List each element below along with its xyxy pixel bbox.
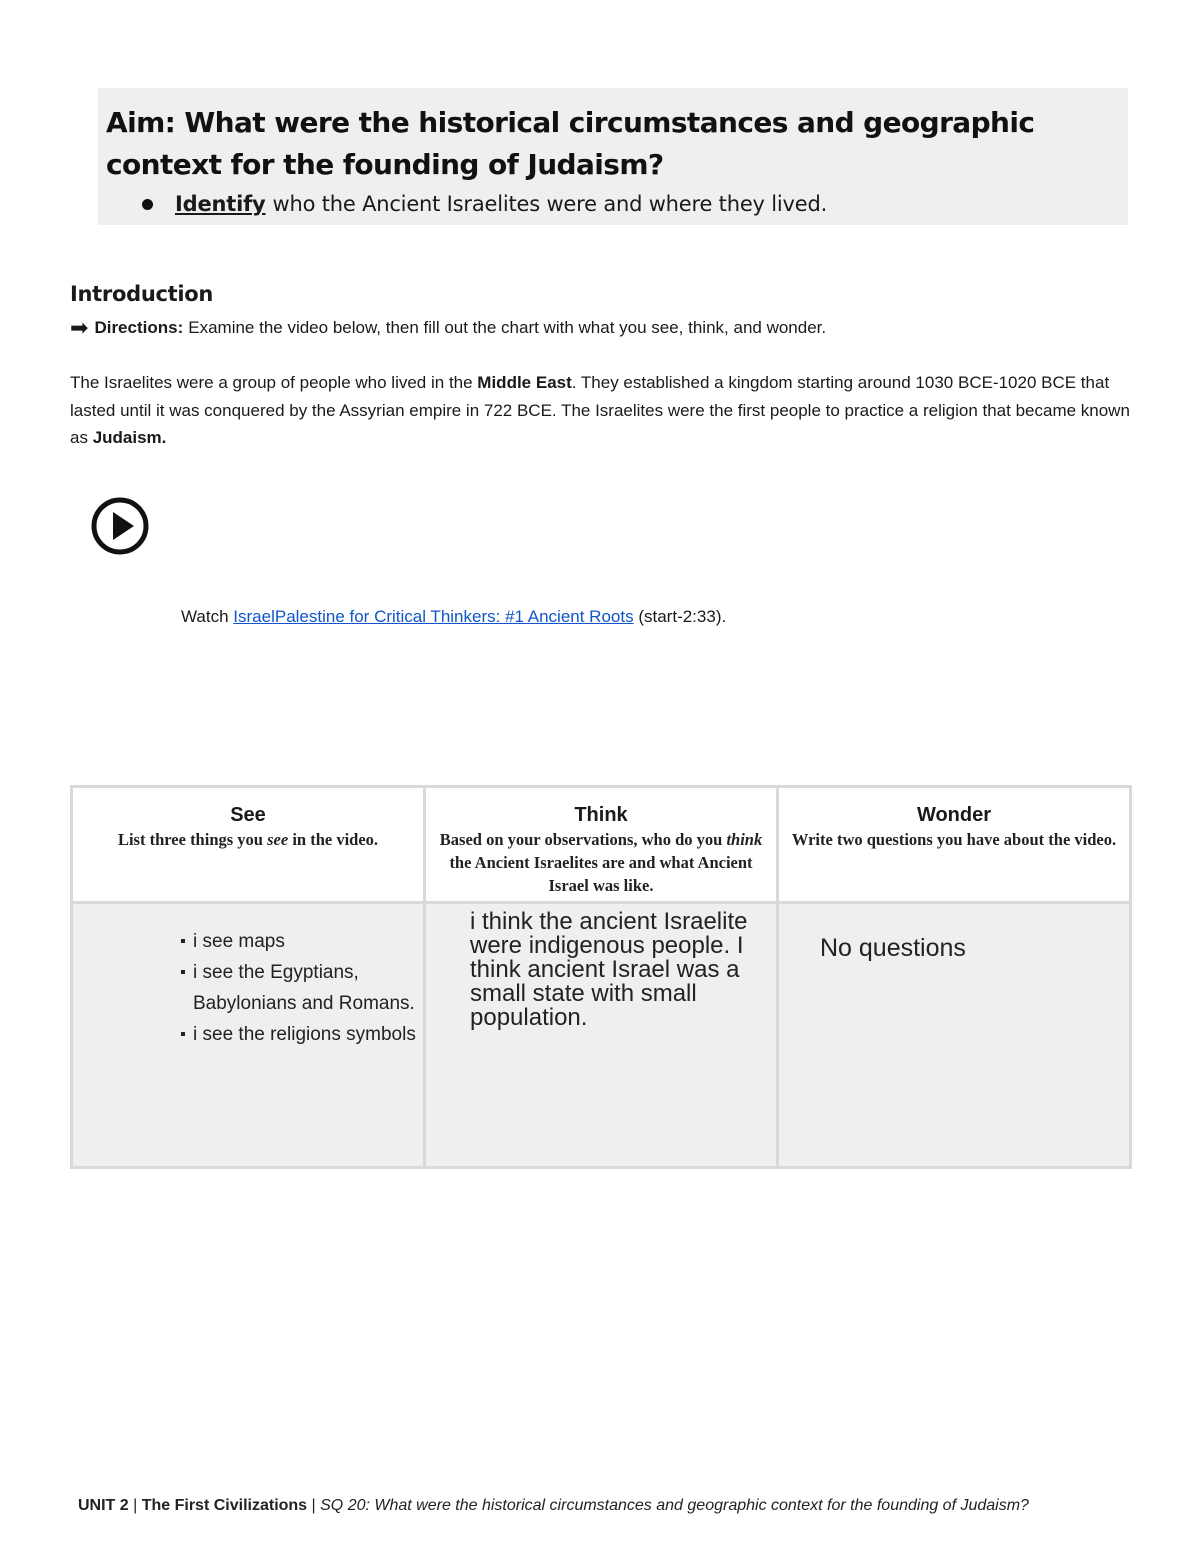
video-link[interactable]: IsraelPalestine for Critical Thinkers: #1 Ancient Roots <box>233 607 634 626</box>
page-footer <box>78 1495 1029 1517</box>
section-heading: Introduction <box>70 282 214 306</box>
think-desc-a: Based on your observations, who do you <box>439 830 727 849</box>
bullet-icon <box>142 199 153 210</box>
footer-unit: UNIT 2 <box>78 1497 129 1514</box>
see-header <box>72 787 425 903</box>
think-header <box>425 787 778 903</box>
chart-header-row <box>72 787 1131 903</box>
wonder-header <box>778 787 1131 903</box>
think-description <box>436 828 766 897</box>
think-desc-em: think <box>726 830 763 849</box>
wonder-answer: No questions <box>820 934 966 962</box>
footer-separator: | <box>307 1497 321 1514</box>
intro-text-1: The Israelites were a group of people who lived in the <box>70 373 478 392</box>
directions-text: Examine the video below, then fill out the chart with what you see, think, and wonder. <box>188 318 827 337</box>
aim-objective <box>142 188 1128 220</box>
directions-label: Directions: <box>94 318 184 337</box>
wonder-description <box>789 828 1119 851</box>
chart-answer-row <box>72 903 1131 1168</box>
footer-course: The First Civilizations <box>141 1497 308 1514</box>
footer-question: SQ 20: What were the historical circumstances and geographic context for the founding of Judaism? <box>320 1497 1029 1514</box>
see-title: See <box>230 804 266 826</box>
watch-label: Watch <box>181 607 229 626</box>
footer-separator: | <box>128 1497 142 1514</box>
think-title: Think <box>574 804 628 826</box>
arrow-right-icon: ➡ <box>70 315 89 340</box>
video-time-range: (start-2:33). <box>638 607 727 626</box>
aim-title: Aim: What were the historical circumstances and geographic context for the founding of Judaism? <box>106 106 1035 181</box>
see-list-item: i see maps <box>181 926 423 957</box>
see-list <box>73 926 423 1050</box>
objective-text: who the Ancient Israelites were and where they lived. <box>272 192 828 216</box>
see-description <box>83 828 413 851</box>
intro-bold-middle-east: Middle East <box>477 373 572 392</box>
intro-text-2: . They established a kingdom starting around 1030 BCE-1020 BCE that lasted until it was conquered by the Assyrian empire in 722 BCE. The Israelites were the first people to practice a religion that became known as <box>70 373 1130 447</box>
think-answer: i think the ancient Israelite were indigenous people. I think ancient Israel was a small state with small population. <box>470 908 748 1031</box>
wonder-desc-a: Write two questions you have about the video. <box>791 830 1117 849</box>
see-list-item: i see the Egyptians, Babylonians and Romans. <box>181 957 423 1019</box>
watch-line <box>181 605 726 629</box>
see-list-item: i see the religions symbols <box>181 1019 423 1050</box>
see-answer-cell[interactable] <box>72 903 425 1168</box>
intro-paragraph <box>70 369 1140 452</box>
see-think-wonder-chart <box>70 785 1132 1169</box>
see-desc-em: see <box>267 830 289 849</box>
see-desc-b: in the video. <box>288 830 379 849</box>
wonder-title: Wonder <box>916 804 992 826</box>
objective-keyword: Identify <box>175 192 266 216</box>
see-desc-a: List three things you <box>117 830 268 849</box>
aim-box <box>98 88 1128 225</box>
play-circle-icon[interactable] <box>91 497 149 555</box>
directions <box>70 316 826 340</box>
think-desc-b: the Ancient Israelites are and what Ancient Israel was like. <box>449 853 753 895</box>
wonder-answer-cell[interactable] <box>778 903 1131 1168</box>
intro-bold-judaism: Judaism. <box>92 428 167 447</box>
think-answer-cell[interactable] <box>425 903 778 1168</box>
